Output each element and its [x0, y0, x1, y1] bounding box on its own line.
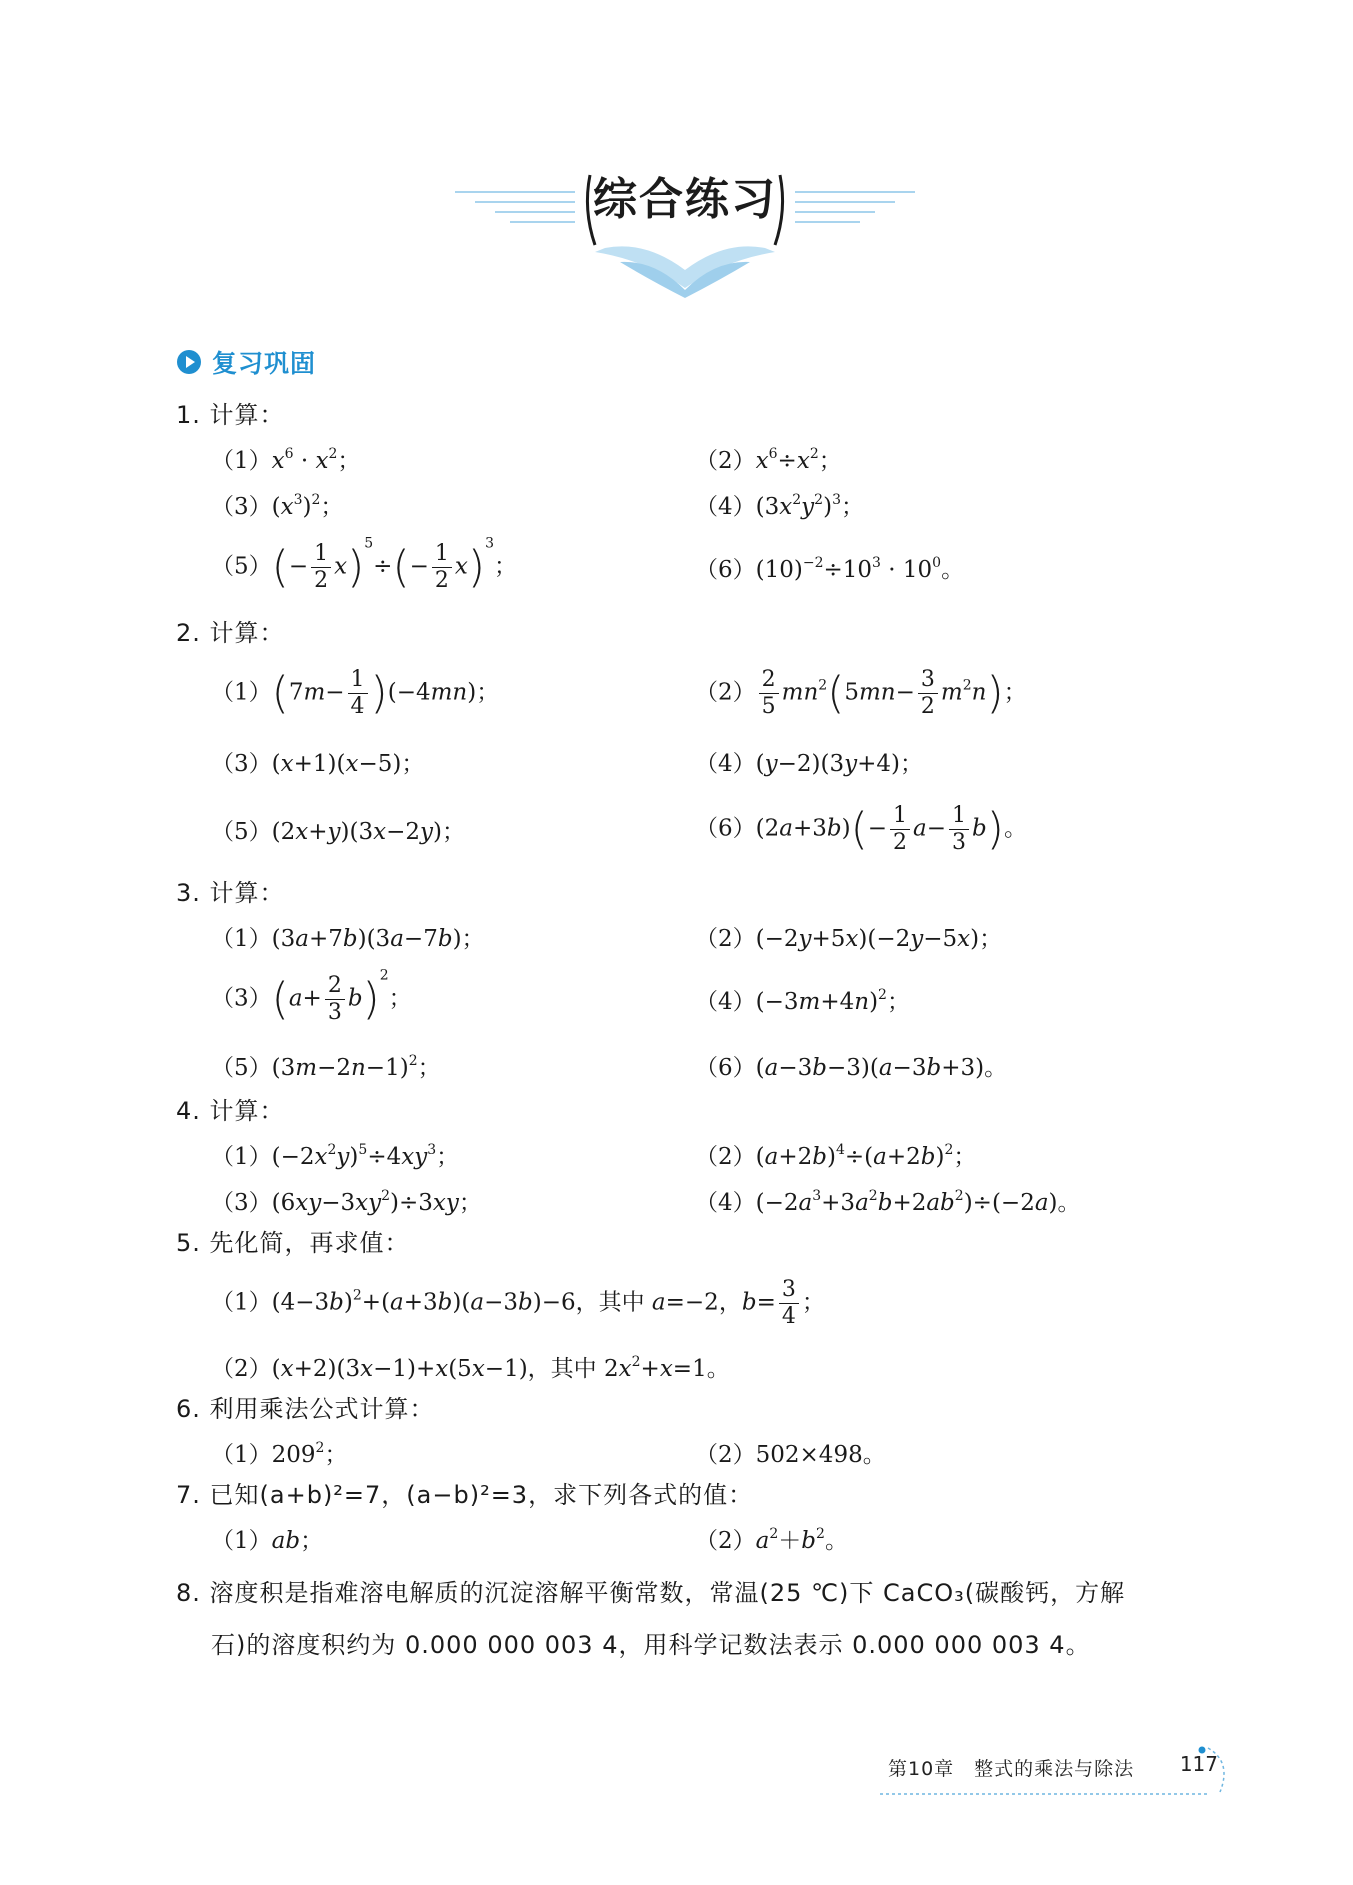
problem-list — [176, 395, 1206, 1671]
problem-3-stem: 3. 计算： — [176, 879, 285, 907]
problem-3-item-1: （1）(3a+7b)(3a−7b)； — [211, 925, 485, 952]
problem-2-item-4: （4）(y−2)(3y+4)； — [695, 750, 923, 777]
page-title: 综合练习 — [593, 174, 777, 225]
problem-6-row-1 — [176, 1429, 1206, 1475]
problem-2-row-1 — [176, 653, 1206, 733]
section-title: 复习巩固 — [212, 349, 317, 378]
problem-5-stem: 5. 先化简，再求值： — [176, 1229, 410, 1257]
problem-2-item-2: （2） $\frac{2}{5}$ $mn^2(5mn-$ $\frac{3}{2}$ $m^2n$)； — [695, 666, 1027, 719]
problem-1-item-3: $(3)(x^3)^2$； — [211, 491, 344, 520]
problem-3-row-3 — [176, 1039, 1206, 1091]
problem-2-item-1: （1）(7m− $\frac{1}{4}$ )(−4mn)； — [211, 666, 500, 719]
problem-2-row-2 — [176, 733, 1206, 789]
problem-3-item-4: $(4)(-3m+4n)^2$； — [695, 986, 910, 1015]
problem-2-item-3: （3）(x+1)(x−5)； — [211, 750, 425, 777]
problem-4-row-1 — [176, 1131, 1206, 1177]
problem-1-row-3 — [176, 527, 1206, 607]
problem-6-item-2: （2）502×498。 — [695, 1441, 886, 1468]
problem-4-item-2: $(2)(a+2b)^4\div(a+2b)^2$； — [695, 1141, 977, 1170]
problem-1-row-2 — [176, 481, 1206, 527]
problem-3-row-1 — [176, 913, 1206, 959]
problem-8-line-1: 8. 溶度积是指难溶电解质的沉淀溶解平衡常数，常温(25 ℃)下 CaCO₃(碳酸钙，方解 — [176, 1579, 1126, 1607]
problem-7-stem: 7. 已知(a+b)²=7，(a−b)²=3，求下列各式的值： — [176, 1481, 754, 1509]
problem-3-item-2: （2）(−2y+5x)(−2y−5x)； — [695, 925, 1003, 952]
problem-5-item-1: $(1)(4-3b)^2+(a+3b)(a-3b)-6$，其中 a=−2，b= $\frac{3}{4}$ ； — [211, 1276, 825, 1329]
problem-7-item-1: （1）ab； — [211, 1527, 324, 1554]
problem-6-stem: 6. 利用乘法公式计算： — [176, 1395, 435, 1423]
problem-1-item-4: $(4)(3x^2y^2)^3$； — [695, 491, 864, 520]
problem-5-row-1 — [176, 1263, 1206, 1343]
problem-3-row-2 — [176, 959, 1206, 1039]
problem-4-item-1: $(1)(-2x^2y)^5\div 4xy^3$； — [211, 1141, 460, 1170]
problem-7-item-2: $(2)a^2+b^2$。 — [695, 1525, 848, 1554]
problem-4-item-4: $(4)(-2a^3+3a^2b+2ab^2)\div(-2a)$。 — [695, 1187, 1081, 1216]
problem-2-row-3 — [176, 789, 1206, 869]
footer-chapter: 第10章 整式的乘法与除法 — [888, 1758, 1135, 1780]
problem-4-item-3: $(3)(6xy-3xy^2)\div 3xy$； — [211, 1187, 482, 1216]
problem-2-item-5: （5）(2x+y)(3x−2y)； — [211, 818, 465, 845]
title-banner — [455, 170, 915, 300]
problem-2-item-6: （6）(2a+3b)(− $\frac{1}{2}$ a− $\frac{1}{3}$ b)。 — [695, 802, 1027, 855]
problem-3-item-5: $(5)(3m-2n-1)^2$； — [211, 1052, 441, 1081]
section-header — [176, 344, 316, 380]
problem-6-item-1: $(1)209^2$； — [211, 1439, 348, 1468]
problem-8-line-2: 石)的溶度积约为 0.000 000 003 4，用科学记数法表示 0.000 000 003 4。 — [211, 1631, 1091, 1659]
problem-1-item-2: $(2)x^6\div x^2$； — [695, 445, 842, 474]
problem-5-item-2: （2）(x+2)(3x−1)+x(5x−1)，其中 $2x^2+x=1$。 — [211, 1353, 730, 1382]
problem-4-row-2 — [176, 1177, 1206, 1223]
problem-5-row-2 — [176, 1343, 1206, 1389]
problem-4-stem: 4. 计算： — [176, 1097, 285, 1125]
problem-2-stem: 2. 计算： — [176, 619, 285, 647]
problem-1-row-1 — [176, 435, 1206, 481]
problem-1-item-1: $(1)x^6 \cdot x^2$； — [211, 445, 361, 474]
play-circle-icon — [176, 349, 202, 375]
page-footer — [870, 1742, 1240, 1802]
problem-1-stem: 1. 计算： — [176, 401, 285, 429]
problem-3-item-3: （3）(a+ $\frac{2}{3}$ b)$^2$； — [211, 967, 412, 1025]
problem-1-item-6: $(6)(10)^{-2}\div 10^3 \cdot 10^0$。 — [695, 554, 965, 583]
problem-3-item-6: （6）(a−3b−3)(a−3b+3)。 — [695, 1054, 1008, 1081]
problem-1-item-5: （5）(− $\frac{1}{2}$ x)$^5$÷(− $\frac{1}{2}$ x)$^3$； — [211, 535, 517, 593]
page-number: 117 — [1179, 1752, 1218, 1776]
problem-7-row-1 — [176, 1515, 1206, 1561]
